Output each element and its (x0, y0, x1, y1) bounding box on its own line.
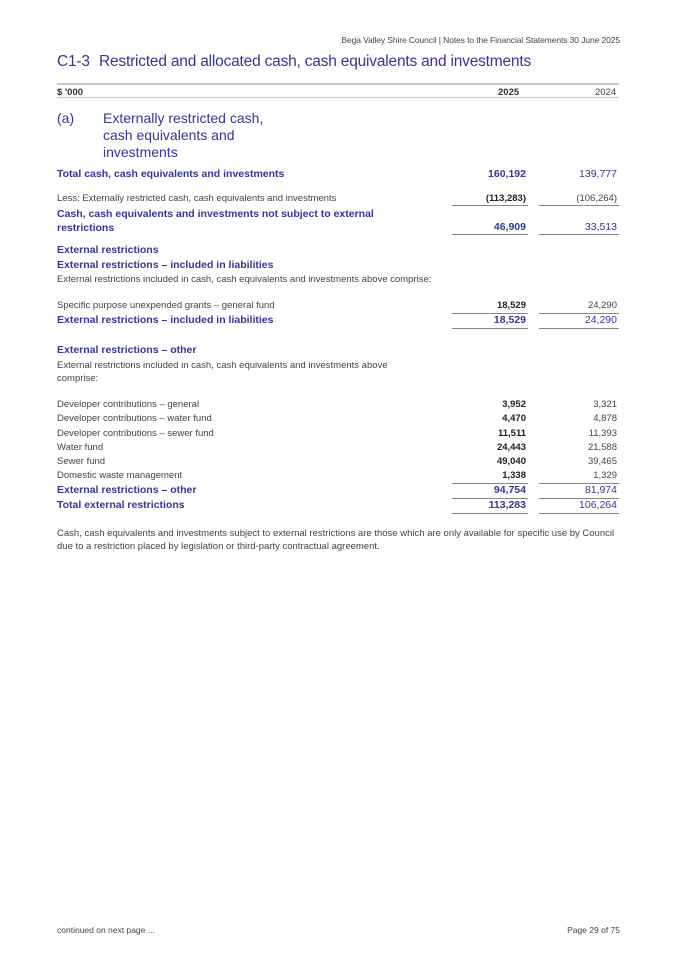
liabilities-total-row (57, 314, 619, 328)
value-2024: 106,264 (579, 499, 617, 511)
other-item-row (57, 428, 619, 442)
row-label: Domestic waste management (57, 470, 183, 481)
value-2024: 11,393 (588, 428, 617, 439)
other-item-row (57, 456, 619, 470)
underline (452, 328, 528, 329)
value-2025: 24,443 (496, 442, 526, 453)
underline (539, 513, 619, 514)
underline (539, 205, 619, 206)
value-2025: 46,909 (493, 221, 526, 233)
row-label: External restrictions – other (57, 484, 197, 496)
value-2024: 4,878 (593, 413, 617, 424)
total-external-restrictions-row (57, 499, 619, 513)
row-label: Sewer fund (57, 456, 106, 467)
value-2025: 3,952 (502, 399, 526, 410)
value-2025: 11,511 (497, 428, 526, 439)
underline (539, 328, 619, 329)
total-cash-row (57, 168, 619, 182)
value-2024: 1,329 (593, 470, 617, 481)
other-item-row (57, 413, 619, 427)
not-subject-values (57, 221, 619, 235)
underline (452, 513, 528, 514)
value-2024: 21,588 (587, 442, 617, 453)
value-2025: 18,529 (496, 300, 526, 311)
value-2025: 49,040 (496, 456, 526, 467)
value-2025: 18,529 (493, 314, 526, 326)
value-2025: 4,470 (502, 413, 526, 424)
external-restrictions-heading: External restrictions (57, 244, 159, 256)
underline (539, 234, 619, 235)
col-header-2024: 2024 (595, 87, 617, 98)
underline (452, 205, 528, 206)
title-rule (57, 83, 619, 85)
row-label: External restrictions – included in liabilities (57, 314, 274, 326)
other-heading: External restrictions – other (57, 344, 197, 356)
value-2025: (113,283) (485, 193, 526, 204)
row-label: Developer contributions – general (57, 399, 200, 410)
row-label: Less: Externally restricted cash, cash equivalents and investments (57, 193, 337, 204)
note-number: C1-3 (57, 53, 90, 70)
other-item-row (57, 442, 619, 456)
value-2025: 94,754 (493, 484, 526, 496)
row-label: Developer contributions – water fund (57, 413, 212, 424)
row-label: Specific purpose unexpended grants – general fund (57, 300, 275, 311)
liability-item-row (57, 300, 619, 314)
row-label: Developer contributions – sewer fund (57, 428, 214, 439)
other-description: External restrictions included in cash, cash equivalents and investments above comprise: (57, 360, 388, 384)
page-title (57, 53, 531, 71)
other-item-row (57, 399, 619, 413)
value-2024: 33,513 (584, 221, 617, 233)
liabilities-heading: External restrictions – included in liabilities (57, 259, 274, 271)
col-header-2025: 2025 (498, 87, 520, 98)
value-2025: 1,338 (502, 470, 526, 481)
value-2024: 3,321 (593, 399, 617, 410)
value-2024: 24,290 (584, 314, 617, 326)
row-label: Total cash, cash equivalents and investments (57, 168, 285, 180)
section-label: (a) (57, 110, 75, 126)
value-2025: 113,283 (488, 499, 526, 511)
value-2025: 160,192 (488, 168, 526, 180)
value-2024: 81,974 (584, 484, 617, 496)
value-2024: 24,290 (587, 300, 617, 311)
header-rule (57, 97, 619, 98)
less-restricted-row (57, 193, 619, 207)
running-header: Bega Valley Shire Council | Notes to the Financial Statements 30 June 2025 (341, 35, 620, 45)
label-line-1: Cash, cash equivalents and investments not subject to external (57, 208, 374, 220)
row-label: Total external restrictions (57, 499, 185, 511)
note-title: Restricted and allocated cash, cash equivalents and investments (99, 53, 531, 70)
page-number: Page 29 of 75 (567, 925, 620, 935)
value-2024: 139,777 (579, 168, 617, 180)
underline (452, 234, 528, 235)
value-2024: 39,465 (587, 456, 617, 467)
continued-notice: continued on next page ... (57, 925, 155, 935)
section-title: Externally restricted cash, cash equivalents and investments (103, 110, 264, 160)
other-total-row (57, 484, 619, 498)
restriction-note: Cash, cash equivalents and investments subject to external restrictions are those which are only available for specific use by Council due to a restriction placed by legislation or third-party contractual agreement. (57, 528, 615, 552)
other-item-row (57, 470, 619, 484)
unit-header: $ '000 (57, 87, 84, 98)
value-2024: (106,264) (576, 193, 617, 204)
row-label: Water fund (57, 442, 104, 453)
label-line-2: restrictions (57, 222, 115, 234)
liabilities-description: External restrictions included in cash, cash equivalents and investments above comprise: (57, 274, 432, 285)
